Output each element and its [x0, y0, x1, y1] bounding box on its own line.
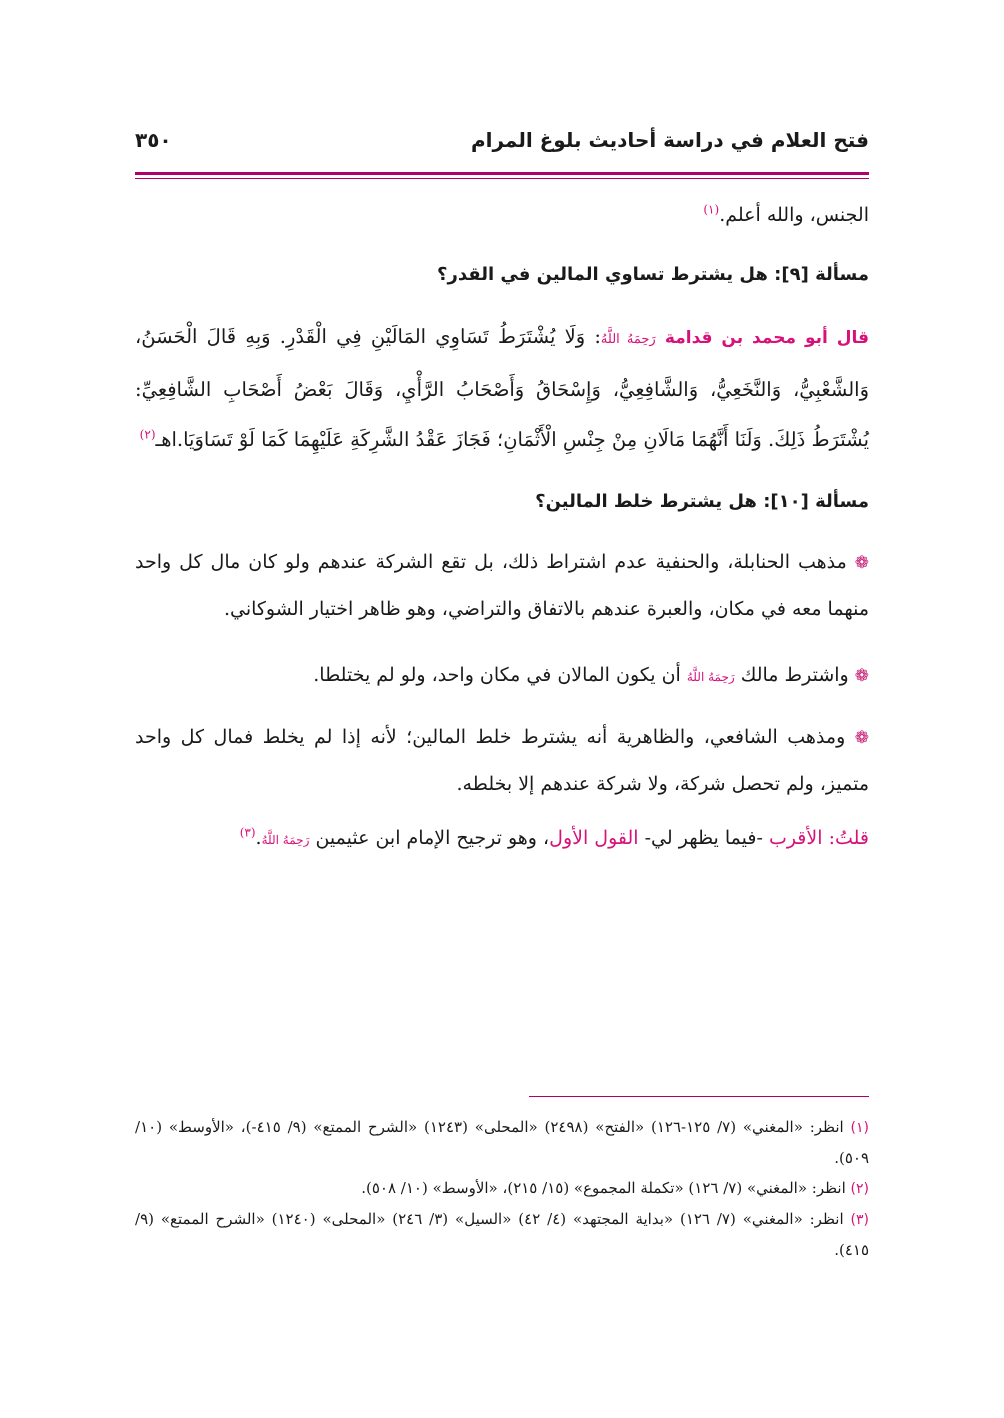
- conclusion-first-opinion: القول الأول: [549, 827, 639, 849]
- question-10-heading: [135, 479, 869, 525]
- question-9-heading: [135, 252, 869, 298]
- conclusion-tail: ، وهو ترجيح الإمام ابن عثيمين: [315, 827, 550, 849]
- paragraph-2-text-b: أن يكون المالان في مكان واحد، ولو لم يختلطا.: [313, 664, 681, 686]
- footnote-number: (٣): [850, 1212, 869, 1228]
- paragraph-1-text: مذهب الحنابلة، والحنفية عدم اشتراط ذلك، بل تقع الشركة عندهم ولو كان مال كل واحد منهما معه في مكان، والعبرة عندهم بالاتفاق والتراضي، وهو ظاهر اختيار الشوكاني.: [135, 551, 869, 620]
- quote-author: قال أبو محمد بن قدامة: [664, 328, 869, 348]
- flower-bullet-icon: ❁: [854, 553, 870, 573]
- footnote-text: انظر: «المغني» (٧/ ١٢٦) «بداية المجتهد» (٤/ ٤٢) «السيل» (٣/ ٢٤٦) «المحلى» (١٢٤٠) «الشرح الممتع» (٩/ ٤١٥).: [135, 1210, 869, 1259]
- footnote-ref-3[interactable]: (٣): [239, 825, 256, 840]
- header-rule-thin: [135, 178, 869, 179]
- paragraph-2-text-a: واشترط مالك: [740, 664, 849, 686]
- question-10-label: مسألة [١٠]:: [763, 491, 869, 512]
- footnote-2: [135, 1173, 869, 1204]
- header-rule-thick: [135, 172, 869, 175]
- footnote-text: انظر: «المغني» (٧/ ١٢٦) «تكملة المجموع» (١٥/ ٢١٥)، «الأوسط» (١٠/ ٥٠٨).: [361, 1179, 846, 1197]
- maliki-view: [135, 652, 869, 700]
- author-conclusion: قلتُ: الأقرب -فيما يظهر لي- القول الأول، وهو ترجيح الإمام ابن عثيمين رَحِمَهُ اللَّهُ.$^{(٣)}$: [239, 825, 869, 849]
- conclusion-aside: -فيما يظهر لي-: [644, 827, 763, 849]
- quote-text: : وَلَا يُشْتَرَطُ تَسَاوِي المَالَيْنِ فِي الْقَدْرِ. وَبِهِ قَالَ الْحَسَنُ، وَالشَّعْبِيُّ، وَالنَّخَعِيُّ، وَالشَّافِعِيُّ، وَإِسْحَاقُ وَأَصْحَابُ الرَّأْيِ، وَقَالَ بَعْضُ أَصْحَابِ الشَّافِعِيِّ: يُشْتَرَطُ ذَلِكَ. وَلَنَا أَنَّهُمَا مَالَانِ مِنْ جِنْسِ الْأَثْمَانِ؛ فَجَازَ عَقْدُ الشَّرِكَةِ عَلَيْهِمَا كَمَا لَوْ تَسَاوَيَا.اهـ: [135, 325, 869, 451]
- intro-line: الجنس، والله أعلم.$^{(١)}$: [703, 202, 869, 226]
- page-number: ٣٥٠: [135, 128, 172, 152]
- footnotes: [135, 1112, 869, 1265]
- flower-bullet-icon: ❁: [854, 666, 869, 686]
- book-title: فتح العلام في دراسة أحاديث بلوغ المرام: [470, 128, 869, 152]
- shafii-zahiri-view: [135, 714, 869, 807]
- hanbali-hanafi-view: [135, 539, 869, 632]
- footnote-text: انظر: «المغني» (٧/ ١٢٥-١٢٦) «الفتح» (٢٤٩٨) «المحلى» (١٢٤٣) «الشرح الممتع» (٩/ ٤١٥-)، «الأوسط» (١٠/ ٥٠٩).: [135, 1118, 869, 1167]
- footnote-number: (١): [850, 1120, 869, 1136]
- conclusion-intro: قلتُ:: [828, 827, 869, 849]
- footnote-separator: [529, 1096, 869, 1097]
- flower-bullet-icon: ❁: [854, 728, 869, 748]
- question-10-text: هل يشترط خلط المالين؟: [535, 491, 757, 512]
- conclusion-honorific: رَحِمَهُ اللَّهُ: [261, 833, 310, 847]
- page-body: [135, 192, 869, 863]
- book-page: [135, 0, 869, 1418]
- ibn-qudama-quote: [135, 312, 869, 465]
- footnote-ref-2[interactable]: (٢): [139, 427, 156, 442]
- paragraph-2-honorific: رَحِمَهُ اللَّهُ: [686, 670, 735, 684]
- conclusion-preferred: الأقرب: [768, 827, 823, 849]
- footnote-3: [135, 1204, 869, 1265]
- paragraph-3-text: ومذهب الشافعي، والظاهرية أنه يشترط خلط المالين؛ لأنه إذا لم يخلط فمال كل واحد متميز، ولم تحصل شركة، ولا شركة عندهم إلا بخلطه.: [135, 726, 869, 795]
- quote-honorific: رَحِمَهُ اللَّهُ: [600, 332, 656, 347]
- question-9-text: هل يشترط تساوي المالين في القدر؟: [437, 264, 768, 285]
- footnote-1: [135, 1112, 869, 1173]
- footnote-number: (٢): [850, 1181, 869, 1197]
- question-9-label: مسألة [٩]:: [774, 264, 869, 285]
- running-header: [135, 128, 869, 164]
- footnote-ref-1[interactable]: (١): [703, 202, 720, 217]
